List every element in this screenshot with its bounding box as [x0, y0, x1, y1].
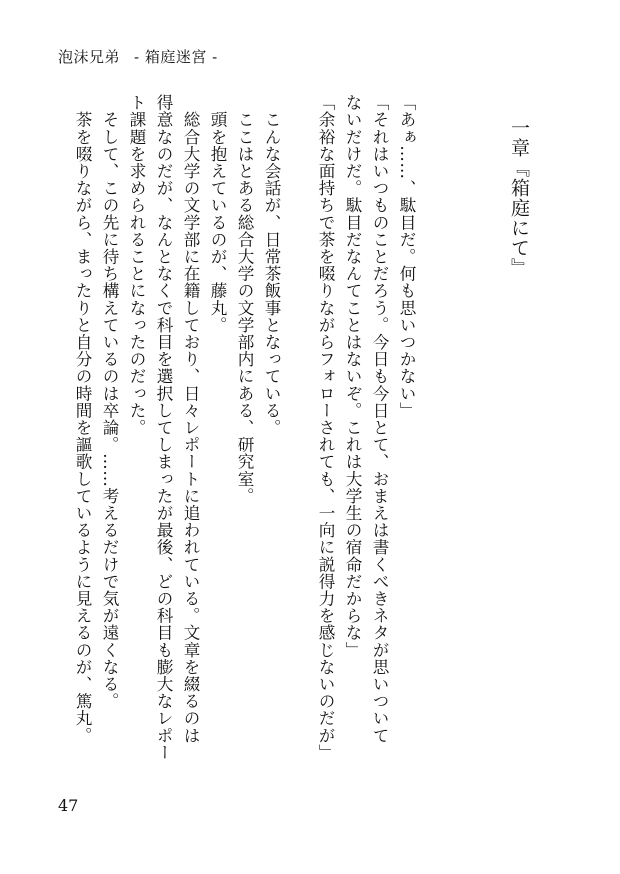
text-line: 「余裕な面持ちで茶を啜りながらフォローされても、一向に説得力を感じないのだが」 — [316, 94, 335, 761]
text-line: 茶を啜りながら、まったりと自分の時間を謳歌しているように見えるのが、篤丸。 — [73, 94, 92, 744]
text-line: ないだけだ。駄目だなんてことはないぞ。これは大学生の宿命だからな」 — [343, 94, 362, 659]
text-line: 「あぁ……、駄目だ。何も思いつかない」 — [397, 94, 416, 419]
text-line: こんな会話が、日常茶飯事となっている。 — [262, 94, 281, 436]
text-line: 頭を抱えているのが、藤丸。 — [208, 94, 227, 334]
text-line: 総合大学の文学部に在籍しており、日々レポートに追われている。文章を綴るのは — [181, 94, 200, 744]
text-line: 「それはいつものことだろう。今日も今日とて、おまえは書くべきネタが思いついて — [370, 94, 389, 744]
page-number: 47 — [58, 796, 79, 815]
blank-line — [285, 94, 312, 794]
running-header — [58, 46, 218, 67]
book-subtitle: - 箱庭迷宮 - — [134, 48, 218, 66]
book-title: 泡沫兄弟 — [58, 48, 121, 66]
body-text — [60, 94, 420, 794]
text-line: ここはとある総合大学の文学部内にある、研究室。 — [235, 94, 254, 505]
text-line: 得意なのだが、なんとなくで科目を選択してしまったが最後、どの科目も膨大なレポー — [154, 94, 173, 761]
text-line: ト課題を求められることになったのだった。 — [127, 94, 146, 436]
chapter-title: 一章『箱庭にて』 — [508, 118, 530, 278]
text-line: そして、この先に待ち構えているのは卒論。……考えるだけで気が遠くなる。 — [100, 94, 119, 710]
